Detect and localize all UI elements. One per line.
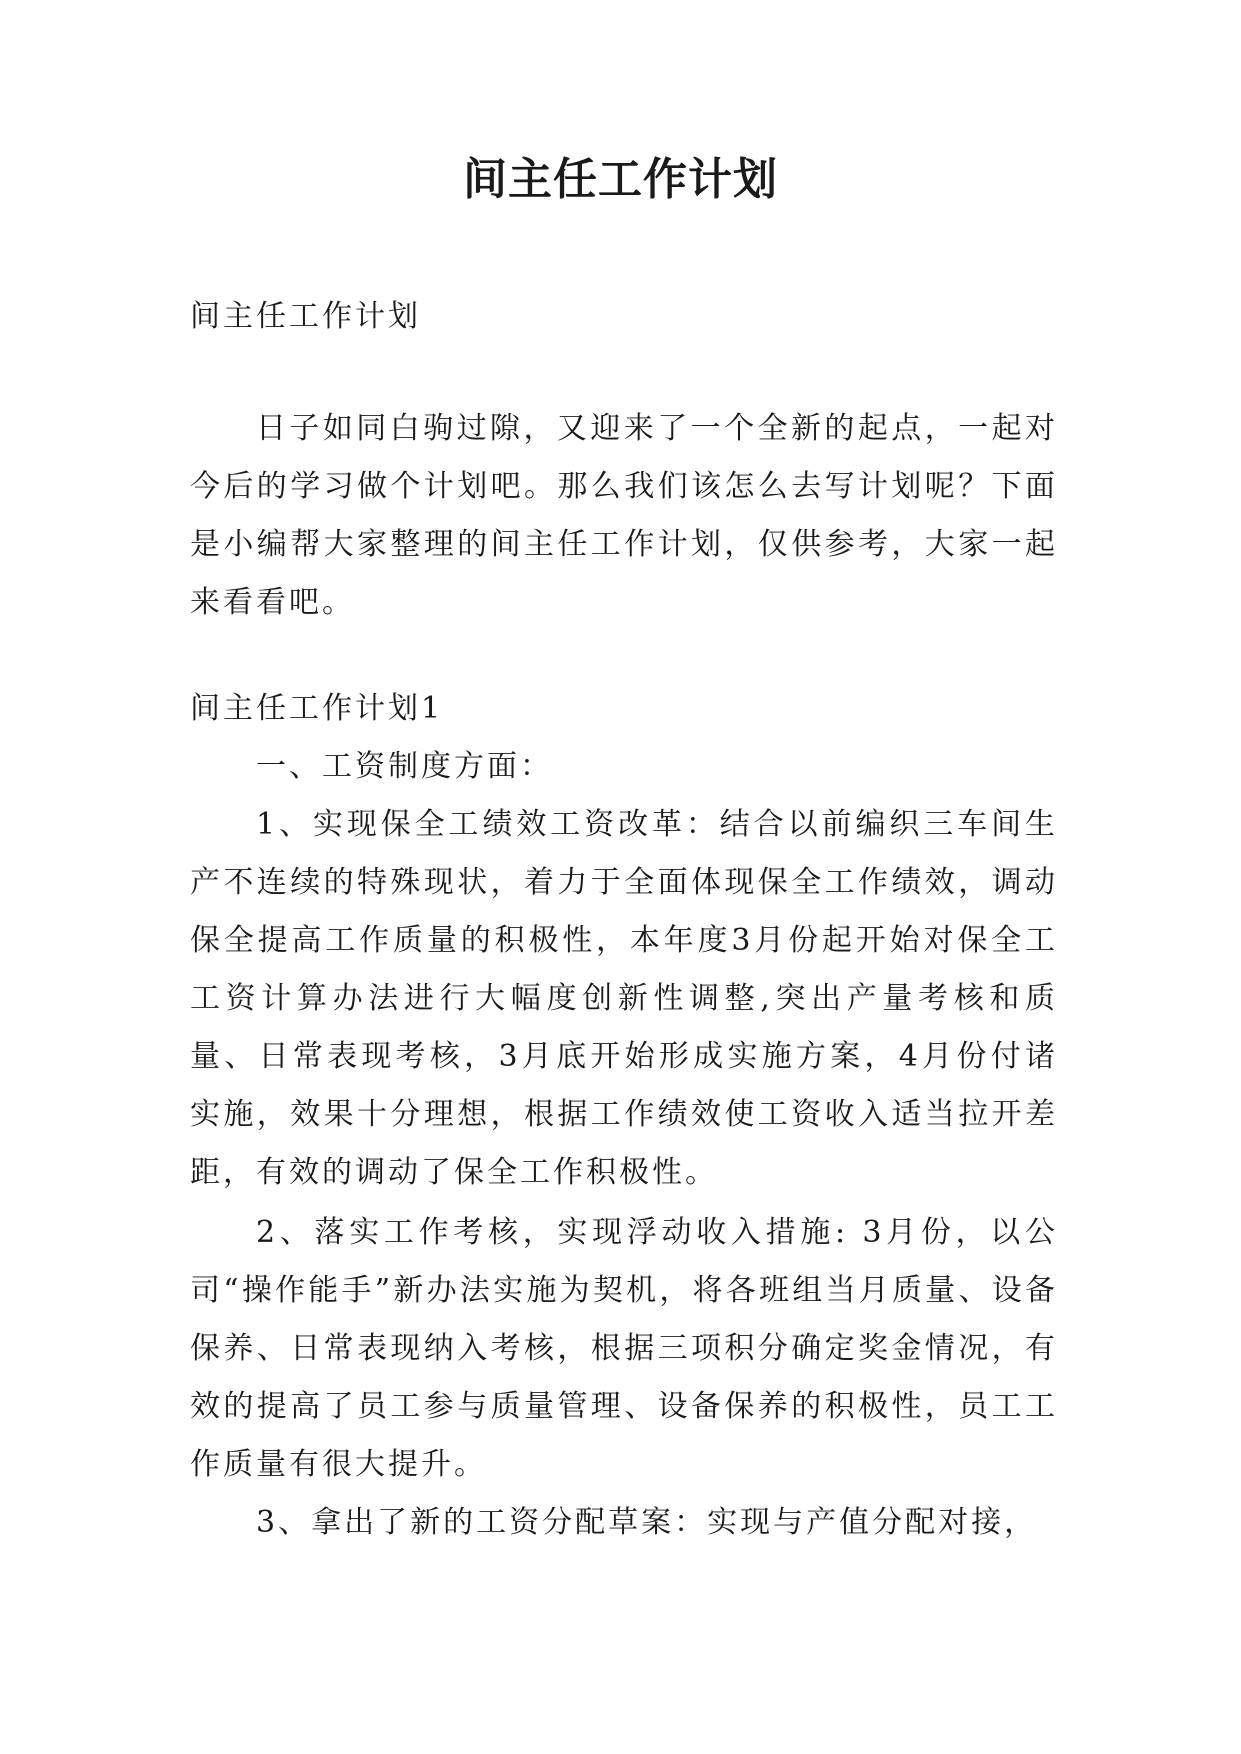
list-item: 3、拿出了新的工资分配草案：实现与产值分配对接， [256,1505,1038,1540]
list-item: 1、实现保全工绩效工资改革：结合以前编织三车间生产不连续的特殊现状，着力于全面体现保全工作绩效，调动保全提高工作质量的积极性，本年度3月份起开始对保全工工资计算办法进行大幅度创新性调整,突出产量考核和质量、日常表现考核，3月底开始形成实施方案，4月份付诸实施，效果十分理想，根据工作绩效使工资收入适当拉开差距，有效的调动了保全工作积极性。 [190,807,1058,1190]
section-title: 间主任工作计划1 [190,691,444,726]
document-subtitle: 间主任工作计划 [190,299,421,334]
document-title: 间主任工作计划 [463,154,778,205]
section-heading: 一、工资制度方面： [256,749,553,784]
list-item: 2、落实工作考核，实现浮动收入措施: 3月份，以公司“操作能手”新办法实施为契机，将各班组当月质量、设备保养、日常表现纳入考核，根据三项积分确定奖金情况，有效的提高了员工参与质量管理、设备保养的积极性，员工工作质量有很大提升。 [190,1215,1058,1482]
intro-paragraph: 日子如同白驹过隙，又迎来了一个全新的起点，一起对今后的学习做个计划吧。那么我们该怎么去写计划呢？下面是小编帮大家整理的间主任工作计划，仅供参考，大家一起来看看吧。 [190,411,1058,620]
